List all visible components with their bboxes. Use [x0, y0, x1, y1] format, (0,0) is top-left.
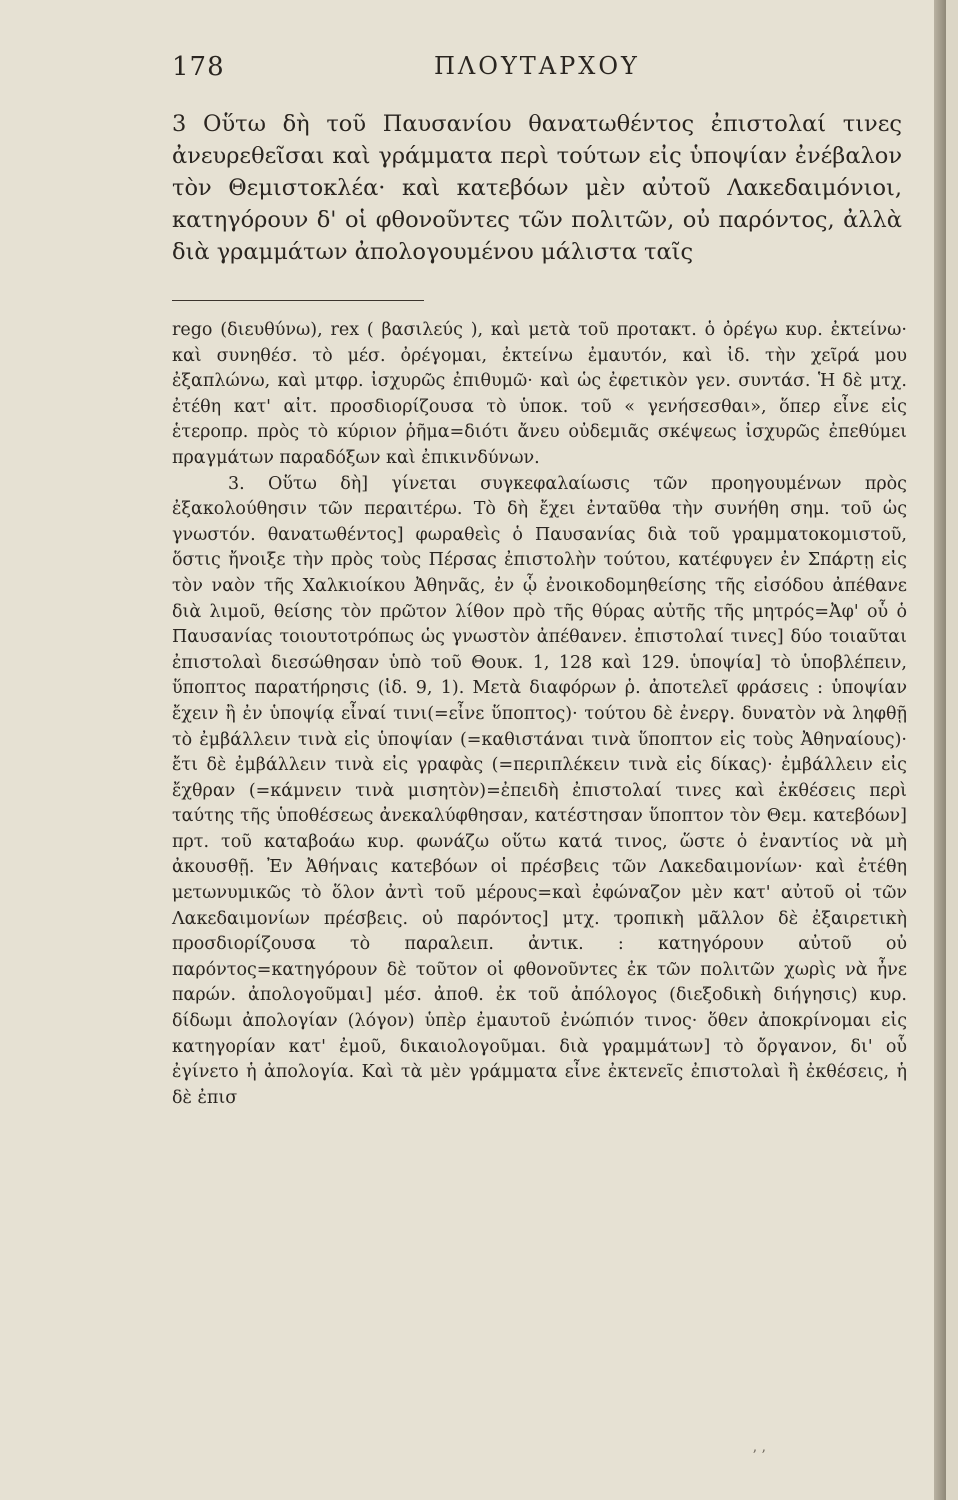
print-specks: ʼ ʼ	[752, 1448, 766, 1464]
page-header	[172, 52, 892, 92]
footnotes-commentary: rego (διευθύνω), rex ( βασιλεύς ), καὶ μετὰ τοῦ προτακτ. ὁ ὀρέγω κυρ. ἐκτείνω· καὶ συνηθέσ. τὸ μέσ. ὀρέγομαι, ἐκτείνω ἐμαυτόν, καὶ ἰδ. τὴν χεῖρά μου ἐξαπλώνω, καὶ μτφρ. ἰσχυρῶς ἐπιθυμῶ· καὶ ὡς ἐφετικὸν γεν. συντάσ. Ἡ δὲ μτχ. ἐτέθη κατ' αἰτ. προσδιορίζουσα τὸ ὑποκ. τοῦ « γενήσεσθαι», ὅπερ εἶνε εἰς ἑτεροπρ. πρὸς τὸ κύριον ῥῆμα=διότι ἄνευ οὐδεμιᾶς σκέψεως ἰσχυρῶς ἐπεθύμει πραγμάτων παραδόξων καὶ ἐπικινδύνων. 3. Οὕτω δὴ] γίνεται συγκεφαλαίωσις τῶν προηγουμένων πρὸς ἐξακολούθησιν τῶν περαιτέρω. Τὸ δὴ ἔχει ἐνταῦθα τὴν συνήθη σημ. τοῦ ὡς γνωστόν. θανατωθέντος] φωραθεὶς ὁ Παυσανίας διὰ τοῦ γραμματοκομιστοῦ, ὅστις ἤνοιξε τὴν πρὸς τοὺς Πέρσας ἐπιστολὴν τούτου, κατέφυγεν ἐν Σπάρτῃ εἰς τὸν ναὸν τῆς Χαλκιοίκου Ἀθηνᾶς, ἐν ᾧ ἐνοικοδομηθείσης τῆς εἰσόδου ἀπέθανε διὰ λιμοῦ, θείσης τὸν πρῶτον λίθον πρὸ τῆς θύρας αὐτῆς τῆς μητρός=Ἀφ' οὗ ὁ Παυσανίας τοιουτοτρόπως ὡς γνωστὸν ἀπέθανεν. ἐπιστολαί τινες] δύο τοιαῦται ἐπιστολαὶ διεσώθησαν ὑπὸ τοῦ Θουκ. 1, 128 καὶ 129. ὑποψία] τὸ ὑποβλέπειν, ὕποπτος παρατήρησις (ἰδ. 9, 1). Μετὰ διαφόρων ῥ. ἀποτελεῖ φράσεις : ὑποψίαν ἔχειν ἢ ἐν ὑποψίᾳ εἶναί τινι(=εἶνε ὕποπτος)· τούτου δὲ ἐνεργ. δυνατὸν νὰ ληφθῇ τὸ ἐμβάλλειν τινὰ εἰς ὑποψίαν (=καθιστάναι τινὰ ὕποπτον εἰς τοὺς Ἀθηναίους)· ἔτι δὲ ἐμβάλλειν τινὰ εἰς γραφὰς (=περιπλέκειν τινὰ εἰς δίκας)· ἐμβάλλειν εἰς ἔχθραν (=κάμνειν τινὰ μισητὸν)=ἐπειδὴ ἐπιστολαί τινες καὶ ἐκθέσεις περὶ ταύτης τῆς ὑποθέσεως ἀνεκαλύφθησαν, κατέστησαν ὕποπτον τὸν Θεμ. κατεβόων] πρτ. τοῦ καταβοάω κυρ. φωνάζω οὕτω κατά τινος, ὥστε ὁ ἐναντίος νὰ μὴ ἀκουσθῇ. Ἐν Ἀθήναις κατεβόων οἱ πρέσβεις τῶν Λακεδαιμονίων· καὶ ἐτέθη μετωνυμικῶς τὸ ὅλον ἀντὶ τοῦ μέρους=καὶ ἐφώναζον μὲν κατ' αὐτοῦ οἱ τῶν Λακεδαιμονίων πρέσβεις. οὐ παρόντος] μτχ. τροπικὴ μᾶλλον δὲ ἐξαιρετικὴ προσδιορίζουσα τὸ παραλειπ. ἀντικ. : κατηγόρουν αὐτοῦ οὐ παρόντος=κατηγόρουν δὲ τοῦτον οἱ φθονοῦντες ἐκ τῶν πολιτῶν χωρὶς νὰ ἦνε παρών. ἀπολογοῦμαι] μέσ. ἀποθ. ἐκ τοῦ ἀπόλογος (διεξοδικὴ διήγησις) κυρ. δίδωμι ἀπολογίαν (λόγον) ὑπὲρ ἐμαυτοῦ ἐνώπιόν τινος· ὅθεν ἀποκρίνομαι εἰς κατηγορίαν κατ' ἐμοῦ, δικαιολογοῦμαι. διὰ γραμμάτων] τὸ ὄργανον, δι' οὗ ἐγίνετο ἡ ἀπολογία. Καὶ τὰ μὲν γράμματα εἶνε ἐκτενεῖς ἐπιστολαὶ ἢ ἐκθέσεις, ἡ δὲ ἐπισ	[172, 320, 907, 1108]
page-edge-shadow	[934, 0, 946, 1500]
running-head: ΠΛΟΥΤΑΡΧΟΥ	[434, 52, 640, 80]
main-text-paragraph: 3 Οὕτω δὴ τοῦ Παυσανίου θανατωθέντος ἐπιστολαί τινες ἀνευρεθεῖσαι καὶ γράμματα περὶ τούτων εἰς ὑποψίαν ἐνέβαλον τὸν Θεμιστοκλέα· καὶ κατεβόων μὲν αὐτοῦ Λακεδαιμόνιοι, κατηγόρουν δ' οἱ φθονοῦντες τῶν πολιτῶν, οὐ παρόντος, ἀλλὰ διὰ γραμμάτων ἀπολογουμένου μάλιστα ταῖς	[172, 111, 902, 265]
footnote-separator-rule	[172, 300, 424, 301]
page-number: 178	[172, 52, 225, 82]
